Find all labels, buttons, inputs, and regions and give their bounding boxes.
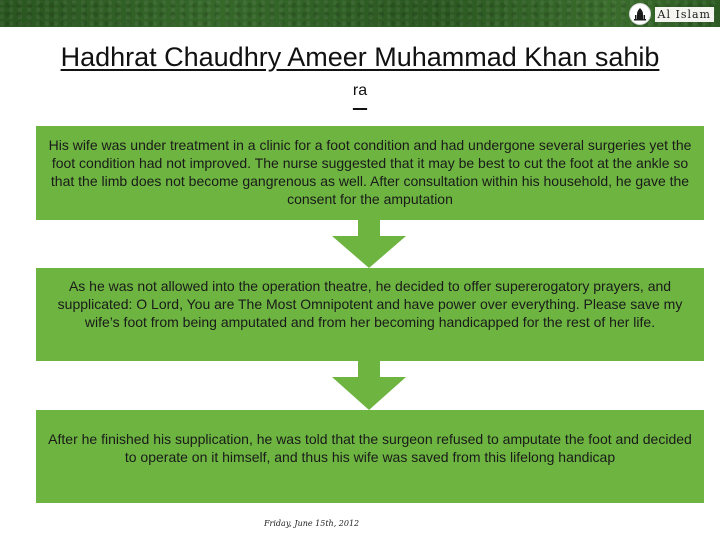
header-bar bbox=[0, 0, 720, 27]
mosque-emblem-icon bbox=[629, 3, 651, 25]
down-arrow-icon bbox=[332, 361, 406, 410]
footer-date: Friday, June 15th, 2012 bbox=[264, 519, 360, 528]
page-title bbox=[60, 40, 660, 113]
al-islam-logo[interactable] bbox=[629, 3, 714, 25]
flow-step-2: As he was not allowed into the operation theatre, he decided to offer supererogatory prayers, and supplicated: O Lord, You are The Most Omnipotent and have power over everything. Please save my wife’s foot from being amputated and from her becoming handicapped for the rest of her life. bbox=[36, 268, 704, 361]
flow-step-1: His wife was under treatment in a clinic for a foot condition and had undergone several surgeries yet the foot condition had not improved. The nurse suggested that it may be best to cut the foot at the ankle so that the limb does not become gangrenous as well. After consultation within his household, he gave the consent for the amputation bbox=[36, 126, 704, 220]
title-honorific: ra bbox=[352, 82, 368, 99]
logo-text: Al Islam bbox=[655, 7, 714, 22]
title-text: Hadhrat Chaudhry Ameer Muhammad Khan sahib bbox=[60, 42, 660, 72]
flow-step-3: After he finished his supplication, he was told that the surgeon refused to amputate the foot and decided to operate on it himself, and thus his wife was saved from this lifelong handicap bbox=[36, 410, 704, 503]
down-arrow-icon bbox=[332, 220, 406, 268]
